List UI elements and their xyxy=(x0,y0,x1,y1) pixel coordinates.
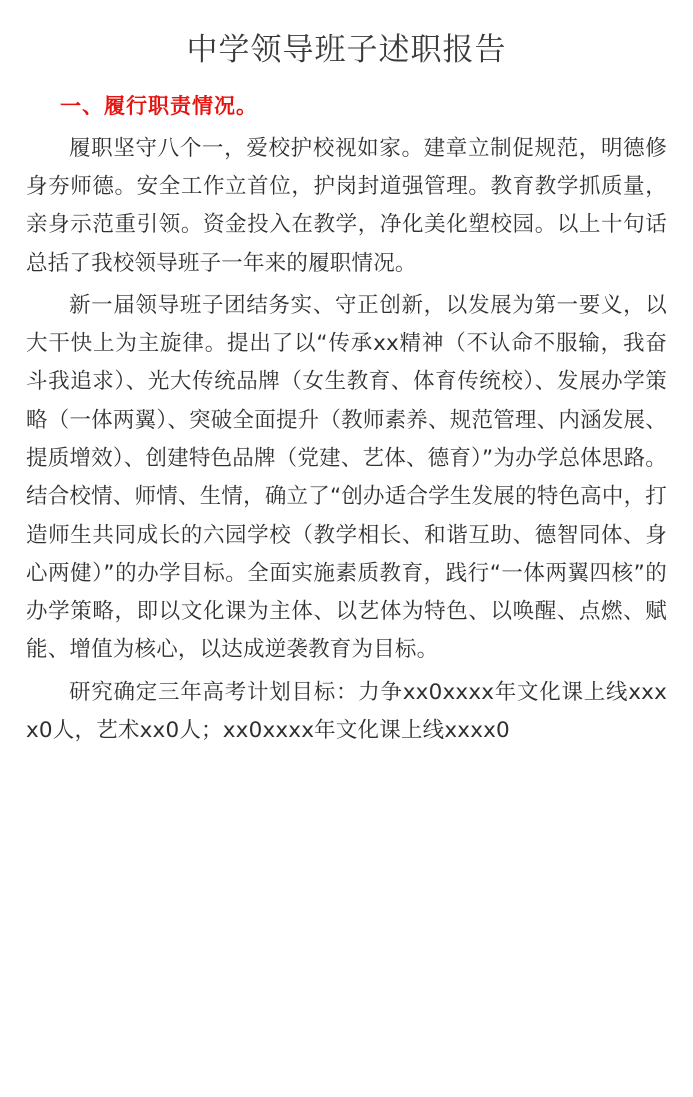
paragraph-3: 研究确定三年高考计划目标：力争xx0xxxx年文化课上线xxxx0人，艺术xx0人；xx0xxxx年文化课上线xxxx0 xyxy=(26,679,667,743)
paragraph-1: 履职坚守八个一，爱校护校视如家。建章立制促规范，明德修身夯师德。安全工作立首位，护岗封道强管理。教育教学抓质量，亲身示范重引领。资金投入在教学，净化美化塑校园。以上十句话总括了我校领导班子一年来的履职情况。 xyxy=(26,135,667,276)
section-heading-1: 一、履行职责情况。 xyxy=(60,93,258,118)
page-title: 中学领导班子述职报告 xyxy=(186,32,507,68)
paragraph-2: 新一届领导班子团结务实、守正创新，以发展为第一要义，以大干快上为主旋律。提出了以“传承xx精神（不认命不服输，我奋斗我追求）、光大传统品牌（女生教育、体育传统校）、发展办学策略（一体两翼）、突破全面提升（教师素养、规范管理、内涵发展、提质增效）、创建特色品牌（党建、艺体、德育）”为办学总体思路。结合校情、师情、生情，确立了“创办适合学生发展的特色高中，打造师生共同成长的六园学校（教学相长、和谐互助、德智同体、身心两健）”的办学目标。全面实施素质教育，践行“一体两翼四核”的办学策略，即以文化课为主体、以艺体为特色、以唤醒、点燃、赋能、增值为核心，以达成逆袭教育为目标。 xyxy=(26,292,667,663)
